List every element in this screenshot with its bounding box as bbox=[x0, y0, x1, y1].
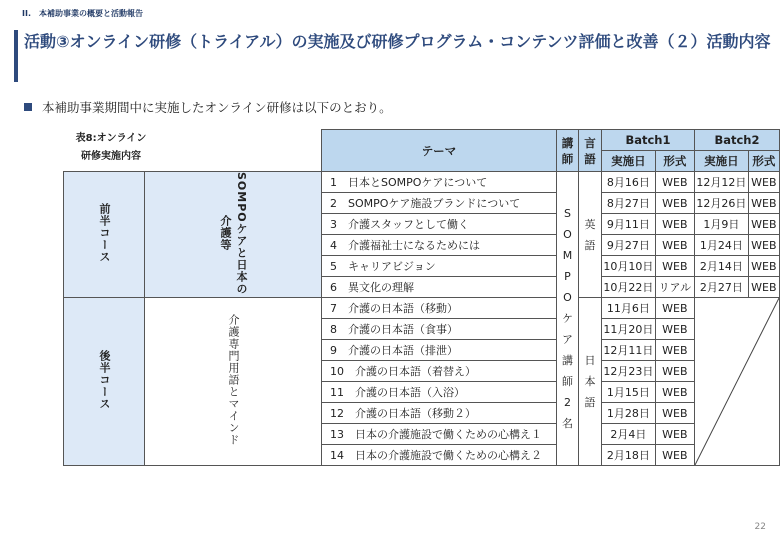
intro-text: 本補助事業期間中に実施したオンライン研修は以下のとおり。 bbox=[42, 100, 392, 115]
batch2-date-cell: 1月24日 bbox=[694, 235, 748, 256]
lesson-theme: 介護の日本語（食事） bbox=[348, 323, 458, 336]
batch1-date-cell: 9月11日 bbox=[601, 214, 655, 235]
lesson-number: 14 bbox=[330, 449, 344, 462]
theme-cell bbox=[322, 235, 557, 256]
batch1-format-cell: WEB bbox=[655, 403, 694, 424]
batch1-format-cell: WEB bbox=[655, 256, 694, 277]
batch1-date-cell: 12月23日 bbox=[601, 361, 655, 382]
lesson-theme: 介護スタッフとして働く bbox=[348, 218, 469, 231]
second-course-label: 後半コース bbox=[98, 350, 111, 410]
table-caption bbox=[64, 130, 158, 166]
lesson-number: 3 bbox=[330, 218, 337, 231]
theme-cell bbox=[322, 424, 557, 445]
header-batch2-date: 実施日 bbox=[694, 151, 748, 172]
theme-cell bbox=[322, 361, 557, 382]
batch2-date-cell: 12月12日 bbox=[694, 172, 748, 193]
language-japanese-cell bbox=[579, 298, 602, 466]
title-accent-bar bbox=[14, 30, 18, 82]
batch1-format-cell: WEB bbox=[655, 172, 694, 193]
lesson-number: 1 bbox=[330, 176, 337, 189]
diagonal-line bbox=[695, 298, 779, 465]
table-caption-line2: 研修実施内容 bbox=[81, 151, 141, 162]
batch1-date-cell: 8月27日 bbox=[601, 193, 655, 214]
lesson-number: 2 bbox=[330, 197, 337, 210]
batch1-format-cell: WEB bbox=[655, 193, 694, 214]
batch1-date-cell: 1月28日 bbox=[601, 403, 655, 424]
lesson-theme: 日本とSOMPOケアについて bbox=[348, 176, 488, 189]
instructor-cell bbox=[556, 172, 578, 466]
batch2-date-cell: 12月26日 bbox=[694, 193, 748, 214]
intro-bullet bbox=[24, 98, 392, 116]
batch1-date-cell: 10月10日 bbox=[601, 256, 655, 277]
table-row bbox=[64, 172, 780, 193]
first-course-cell bbox=[64, 172, 145, 298]
square-bullet-icon bbox=[24, 103, 32, 111]
header-batch1-date: 実施日 bbox=[601, 151, 655, 172]
lesson-number: 4 bbox=[330, 239, 337, 252]
batch1-format-cell: WEB bbox=[655, 340, 694, 361]
lesson-number: 12 bbox=[330, 407, 344, 420]
lesson-number: 8 bbox=[330, 323, 337, 336]
theme-cell bbox=[322, 256, 557, 277]
lesson-theme: 異文化の理解 bbox=[348, 281, 414, 294]
theme-cell bbox=[322, 403, 557, 424]
lesson-theme: 日本の介護施設で働くための心構え１ bbox=[355, 428, 542, 441]
batch1-date-cell: 9月27日 bbox=[601, 235, 655, 256]
second-course-cell bbox=[64, 298, 145, 466]
first-course-label: 前半コース bbox=[98, 203, 111, 263]
theme-cell bbox=[322, 445, 557, 466]
language-japanese-text: 日 本 語 bbox=[584, 354, 596, 409]
header-theme: テーマ bbox=[322, 130, 557, 172]
batch1-format-cell: リアル bbox=[655, 277, 694, 298]
lesson-theme: 介護の日本語（排泄） bbox=[348, 344, 458, 357]
batch2-format-cell: WEB bbox=[748, 277, 779, 298]
table-caption-line1: 表8:オンライン bbox=[75, 133, 147, 144]
batch2-not-applicable-cell bbox=[694, 298, 779, 466]
batch1-format-cell: WEB bbox=[655, 319, 694, 340]
header-language: 言語 bbox=[579, 130, 602, 172]
batch2-format-cell: WEB bbox=[748, 172, 779, 193]
theme-cell bbox=[322, 319, 557, 340]
batch1-date-cell: 11月6日 bbox=[601, 298, 655, 319]
lesson-theme: 介護福祉士になるためには bbox=[348, 239, 480, 252]
lesson-theme: SOMPOケア施設ブランドについて bbox=[348, 197, 521, 210]
batch1-format-cell: WEB bbox=[655, 214, 694, 235]
batch1-date-cell: 2月4日 bbox=[601, 424, 655, 445]
header-batch2: Batch2 bbox=[694, 130, 779, 151]
batch2-date-cell: 1月9日 bbox=[694, 214, 748, 235]
language-english-text: 英 語 bbox=[584, 217, 596, 252]
batch1-format-cell: WEB bbox=[655, 445, 694, 466]
batch1-date-cell: 1月15日 bbox=[601, 382, 655, 403]
batch2-date-cell: 2月14日 bbox=[694, 256, 748, 277]
lesson-theme: 介護の日本語（入浴） bbox=[355, 386, 465, 399]
page-title: 活動③オンライン研修（トライアル）の実施及び研修プログラム・コンテンツ評価と改善（２）活動内容 bbox=[24, 32, 771, 51]
header-batch1: Batch1 bbox=[601, 130, 694, 151]
first-course-subject: SOMPOケアと日本の介護等 bbox=[219, 171, 248, 295]
table-row bbox=[64, 298, 780, 319]
header-instructor: 講師 bbox=[556, 130, 578, 172]
batch2-format-cell: WEB bbox=[748, 193, 779, 214]
batch2-format-cell: WEB bbox=[748, 214, 779, 235]
lesson-number: 10 bbox=[330, 365, 344, 378]
batch1-date-cell: 10月22日 bbox=[601, 277, 655, 298]
lesson-number: 13 bbox=[330, 428, 344, 441]
header-batch2-format: 形式 bbox=[748, 151, 779, 172]
instructor-text: S O M P O ケ ア 講 師 2 名 bbox=[562, 207, 573, 430]
theme-cell bbox=[322, 172, 557, 193]
lesson-theme: 介護の日本語（移動） bbox=[348, 302, 458, 315]
second-course-subject-cell bbox=[145, 298, 322, 466]
theme-cell bbox=[322, 340, 557, 361]
theme-cell bbox=[322, 382, 557, 403]
header-batch1-format: 形式 bbox=[655, 151, 694, 172]
batch1-format-cell: WEB bbox=[655, 361, 694, 382]
lesson-theme: 介護の日本語（移動２） bbox=[355, 407, 476, 420]
first-course-subject-cell bbox=[145, 172, 322, 298]
batch1-format-cell: WEB bbox=[655, 382, 694, 403]
second-course-subject: 介護専門用語とマインド bbox=[227, 314, 240, 446]
batch2-date-cell: 2月27日 bbox=[694, 277, 748, 298]
batch1-date-cell: 8月16日 bbox=[601, 172, 655, 193]
theme-cell bbox=[322, 298, 557, 319]
lesson-theme: キャリアビジョン bbox=[348, 260, 436, 273]
lesson-theme: 日本の介護施設で働くための心構え２ bbox=[355, 449, 542, 462]
batch1-format-cell: WEB bbox=[655, 424, 694, 445]
theme-cell bbox=[322, 277, 557, 298]
lesson-number: 7 bbox=[330, 302, 337, 315]
batch1-date-cell: 2月18日 bbox=[601, 445, 655, 466]
lesson-number: 9 bbox=[330, 344, 337, 357]
lesson-number: 11 bbox=[330, 386, 344, 399]
training-schedule-table bbox=[63, 129, 780, 466]
section-label: II. 本補助事業の概要と活動報告 bbox=[22, 9, 143, 18]
lesson-number: 5 bbox=[330, 260, 337, 273]
batch2-format-cell: WEB bbox=[748, 235, 779, 256]
batch1-format-cell: WEB bbox=[655, 298, 694, 319]
batch2-format-cell: WEB bbox=[748, 256, 779, 277]
theme-cell bbox=[322, 193, 557, 214]
batch1-date-cell: 12月11日 bbox=[601, 340, 655, 361]
page-number: 22 bbox=[754, 522, 766, 532]
lesson-theme: 介護の日本語（着替え） bbox=[355, 365, 476, 378]
language-english-cell bbox=[579, 172, 602, 298]
batch1-format-cell: WEB bbox=[655, 235, 694, 256]
lesson-number: 6 bbox=[330, 281, 337, 294]
batch1-date-cell: 11月20日 bbox=[601, 319, 655, 340]
theme-cell bbox=[322, 214, 557, 235]
